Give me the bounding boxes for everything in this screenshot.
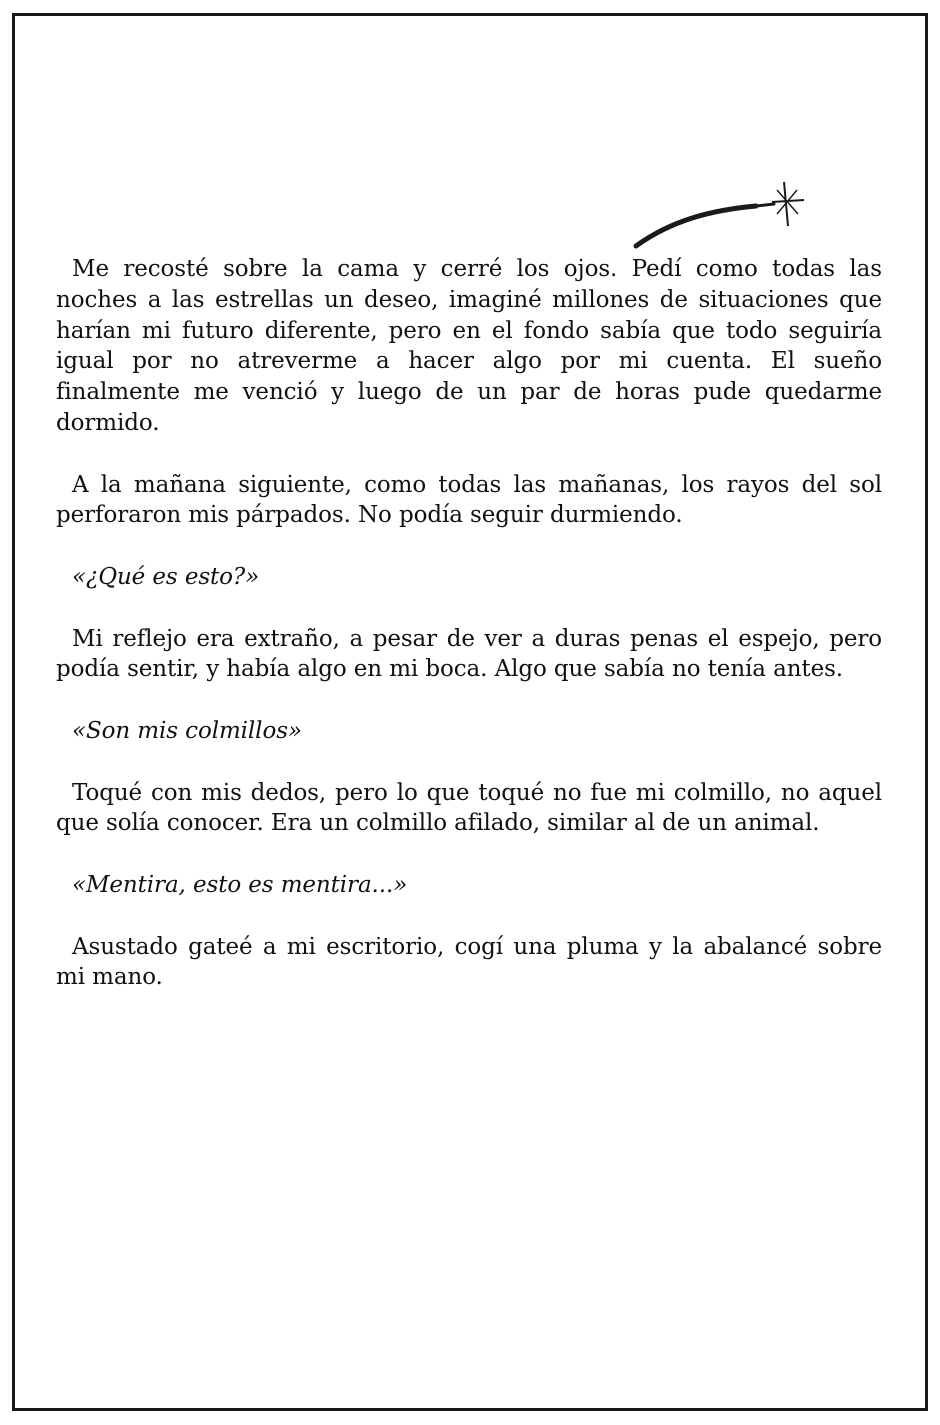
paragraph-1: Me recosté sobre la cama y cerré los ojos. Pedí como todas las noches a las estrellas un deseo, imaginé millones de situaciones que harían mi futuro diferente, pero en el fondo sabía que todo seguiría igual por no atreverme a hacer algo por mi cuenta. El sueño finalmente me venció y luego de un par de horas pude quedarme dormido. xyxy=(56,256,882,436)
thought-2: «Son mis colmillos» xyxy=(72,717,302,744)
paragraph-4: Toqué con mis dedos, pero lo que toqué no fue mi colmillo, no aquel que solía conocer. Era un colmillo afilado, similar al de un animal. xyxy=(56,779,882,837)
shooting-star-icon xyxy=(632,180,812,255)
thought-1: «¿Qué es esto?» xyxy=(72,563,260,590)
paragraph-2: A la mañana siguiente, como todas las mañanas, los rayos del sol perforaron mis párpados. No podía seguir durmiendo. xyxy=(56,471,882,529)
paragraph-3: Mi reflejo era extraño, a pesar de ver a duras penas el espejo, pero podía sentir, y había algo en mi boca. Algo que sabía no tenía antes. xyxy=(56,625,882,683)
thought-3: «Mentira, esto es mentira...» xyxy=(72,871,408,898)
story-text xyxy=(56,254,882,993)
paragraph-5: Asustado gateé a mi escritorio, cogí una pluma y la abalancé sobre mi mano. xyxy=(56,933,882,991)
